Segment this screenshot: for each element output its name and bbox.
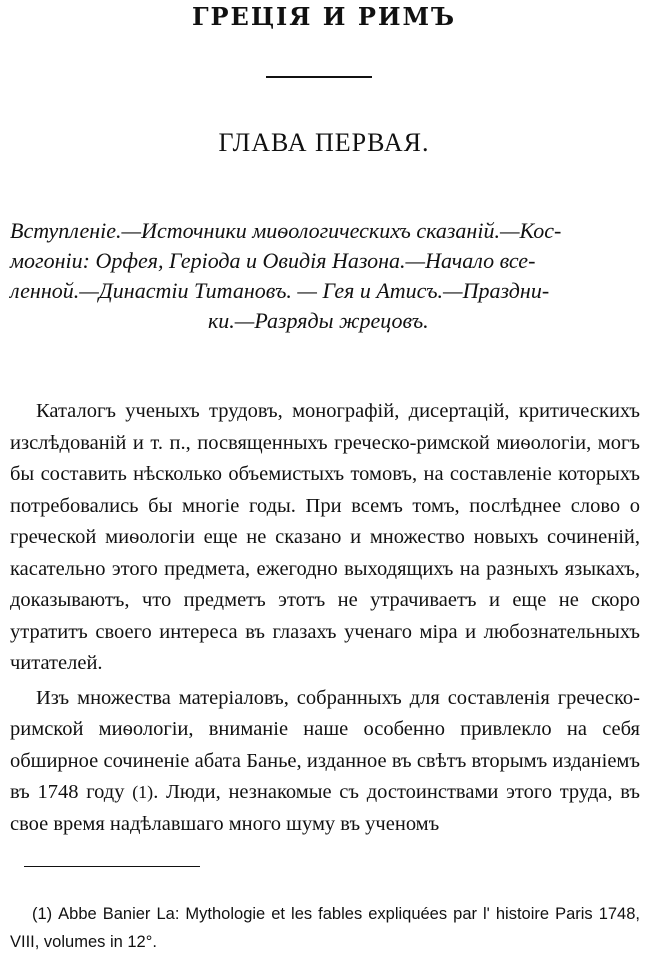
footnote-reference: (1) <box>132 782 154 802</box>
chapter-title: ГЛАВА ПЕРВАЯ. <box>218 128 430 157</box>
footnote <box>10 900 640 956</box>
summary-line: ленной.—Династіи Титановъ. — Гея и Атисъ.—Праздни- <box>10 278 550 303</box>
footnote-text: Abbe Banier La: Mythologie et les fables expliquées par l' histoire Paris 1748, VIII, volumes in 12°. <box>10 905 640 951</box>
chapter-summary <box>10 216 640 336</box>
footnote-separator-rule <box>24 866 200 867</box>
body-paragraph <box>10 683 640 841</box>
footnote-mark: (1) <box>32 905 53 923</box>
summary-line: ки.—Разряды жрецовъ. <box>208 308 429 333</box>
title-divider-rule <box>266 76 372 78</box>
main-body-text <box>10 396 640 840</box>
summary-line: могоніи: Орфея, Геріода и Овидія Назона.—Начало все- <box>10 248 536 273</box>
body-paragraph: Каталогъ ученыхъ трудовъ, монографій, дисертацій, критическихъ изслѣдованій и т. п., посвященныхъ греческо-римской миѳологіи, могъ бы составить нѣсколько объемистыхъ томовъ, на составленіе которыхъ потребовались бы многіе годы. При всемъ томъ, послѣднее слово о греческой миѳологіи еще не сказано и множество новыхъ сочиненій, касательно этого предмета, ежегодно выходящихъ на разныхъ языкахъ, доказываютъ, что предметъ этотъ не утрачиваетъ и еще не скоро утратитъ своего интереса въ глазахъ ученаго міра и любознательныхъ читателей. <box>10 400 640 674</box>
summary-line: Вступленіе.—Источники миѳологическихъ сказаній.—Кос- <box>10 218 562 243</box>
running-book-title: ГРЕЦІЯ И РИМЪ <box>191 2 457 31</box>
paragraph-text: Изъ множества матеріаловъ, собранныхъ для составленія греческо-римской миѳологіи, вниманіе наше особенно привлекло на себя обширное сочиненіе абата Банье, изданное въ свѣтъ вторымъ изданіемъ въ 1748 году <box>10 686 640 803</box>
paragraph-text: . Люди, незнакомые съ достоинствами этого труда, въ свое время надѣлавшаго много шуму въ ученомъ <box>10 781 641 835</box>
